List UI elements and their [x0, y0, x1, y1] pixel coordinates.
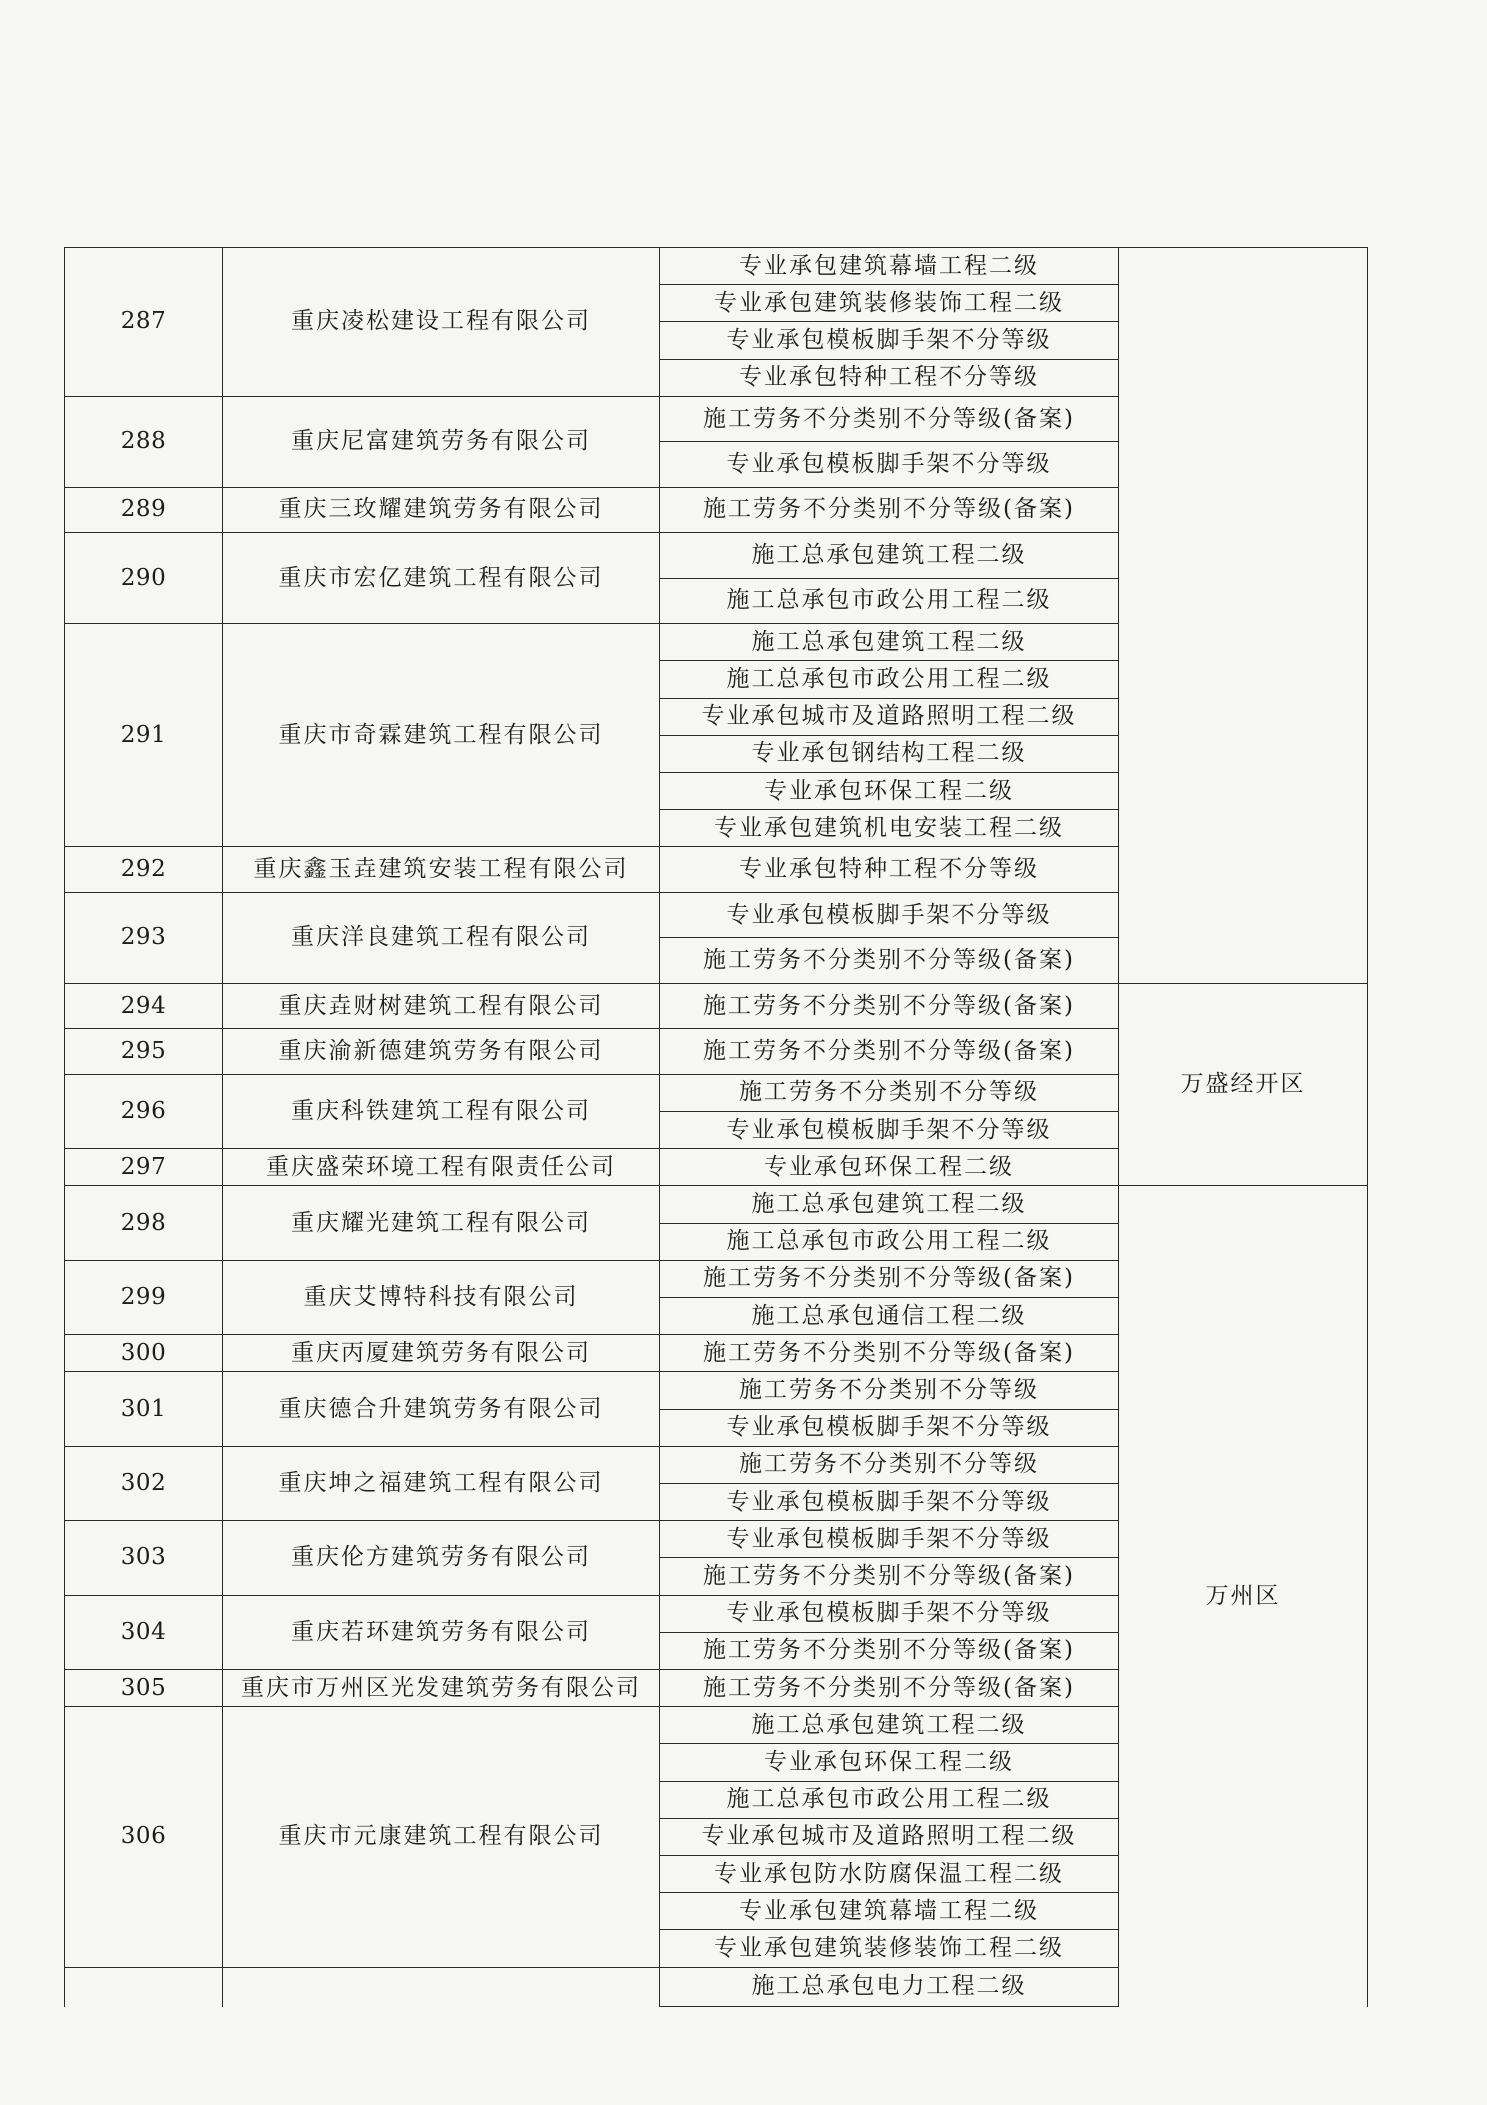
qualification-cell: 施工劳务不分类别不分等级(备案)	[660, 1335, 1119, 1372]
qualification-cell: 专业承包建筑装修装饰工程二级	[660, 1930, 1119, 1967]
company-name-cell: 重庆若环建筑劳务有限公司	[223, 1595, 660, 1669]
table-body	[65, 248, 1368, 2007]
qualification-cell: 施工总承包市政公用工程二级	[660, 578, 1119, 623]
serial-number-cell: 293	[65, 892, 223, 983]
qualification-cell: 施工总承包市政公用工程二级	[660, 1781, 1119, 1818]
qualification-cell: 专业承包模板脚手架不分等级	[660, 322, 1119, 359]
company-name-cell: 重庆市万州区光发建筑劳务有限公司	[223, 1669, 660, 1706]
serial-number-cell: 288	[65, 396, 223, 487]
qualification-cell: 专业承包建筑装修装饰工程二级	[660, 285, 1119, 322]
serial-number-cell: 296	[65, 1074, 223, 1148]
serial-number-cell: 300	[65, 1335, 223, 1372]
company-name-cell: 重庆坤之福建筑工程有限公司	[223, 1446, 660, 1520]
company-name-cell: 重庆尼富建筑劳务有限公司	[223, 396, 660, 487]
qualification-cell: 专业承包模板脚手架不分等级	[660, 1409, 1119, 1446]
company-name-cell: 重庆市元康建筑工程有限公司	[223, 1707, 660, 1967]
qualification-cell: 专业承包模板脚手架不分等级	[660, 892, 1119, 937]
qualification-cell: 专业承包防水防腐保温工程二级	[660, 1855, 1119, 1892]
qualification-cell: 施工劳务不分类别不分等级(备案)	[660, 938, 1119, 983]
qualification-cell: 施工劳务不分类别不分等级(备案)	[660, 1260, 1119, 1297]
qualification-cell: 施工劳务不分类别不分等级(备案)	[660, 487, 1119, 532]
company-name-cell	[223, 1967, 660, 2006]
qualification-cell: 专业承包模板脚手架不分等级	[660, 442, 1119, 487]
serial-number-cell	[65, 1967, 223, 2006]
qualification-cell: 施工总承包通信工程二级	[660, 1297, 1119, 1334]
table-row	[65, 1186, 1368, 1223]
serial-number-cell: 287	[65, 248, 223, 397]
company-name-cell: 重庆丙厦建筑劳务有限公司	[223, 1335, 660, 1372]
enterprise-qualification-table	[64, 247, 1368, 2007]
qualification-cell: 施工劳务不分类别不分等级	[660, 1372, 1119, 1409]
qualification-cell: 专业承包模板脚手架不分等级	[660, 1521, 1119, 1558]
serial-number-cell: 292	[65, 847, 223, 892]
company-name-cell: 重庆盛荣环境工程有限责任公司	[223, 1149, 660, 1186]
district-cell: 万盛经开区	[1119, 983, 1368, 1186]
qualification-cell: 施工总承包市政公用工程二级	[660, 661, 1119, 698]
qualification-cell: 专业承包环保工程二级	[660, 1149, 1119, 1186]
company-name-cell: 重庆凌松建设工程有限公司	[223, 248, 660, 397]
company-name-cell: 重庆洋良建筑工程有限公司	[223, 892, 660, 983]
serial-number-cell: 302	[65, 1446, 223, 1520]
company-name-cell: 重庆渝新德建筑劳务有限公司	[223, 1029, 660, 1074]
company-name-cell: 重庆艾博特科技有限公司	[223, 1260, 660, 1334]
qualification-cell: 施工劳务不分类别不分等级(备案)	[660, 396, 1119, 441]
qualification-cell: 专业承包模板脚手架不分等级	[660, 1595, 1119, 1632]
qualification-cell: 专业承包特种工程不分等级	[660, 847, 1119, 892]
qualification-cell: 施工总承包电力工程二级	[660, 1967, 1119, 2006]
serial-number-cell: 297	[65, 1149, 223, 1186]
serial-number-cell: 299	[65, 1260, 223, 1334]
company-name-cell: 重庆市宏亿建筑工程有限公司	[223, 533, 660, 624]
qualification-cell: 施工劳务不分类别不分等级(备案)	[660, 983, 1119, 1028]
qualification-cell: 施工总承包建筑工程二级	[660, 624, 1119, 661]
qualification-cell: 施工总承包建筑工程二级	[660, 1186, 1119, 1223]
serial-number-cell: 294	[65, 983, 223, 1028]
qualification-cell: 专业承包钢结构工程二级	[660, 735, 1119, 772]
qualification-cell: 施工总承包建筑工程二级	[660, 533, 1119, 578]
serial-number-cell: 291	[65, 624, 223, 847]
serial-number-cell: 301	[65, 1372, 223, 1446]
table-row	[65, 248, 1368, 285]
company-name-cell: 重庆伦方建筑劳务有限公司	[223, 1521, 660, 1595]
serial-number-cell: 303	[65, 1521, 223, 1595]
qualification-cell: 专业承包环保工程二级	[660, 1744, 1119, 1781]
serial-number-cell: 289	[65, 487, 223, 532]
serial-number-cell: 295	[65, 1029, 223, 1074]
qualification-cell: 施工总承包市政公用工程二级	[660, 1223, 1119, 1260]
qualification-cell: 施工劳务不分类别不分等级(备案)	[660, 1669, 1119, 1706]
qualification-cell: 施工劳务不分类别不分等级(备案)	[660, 1029, 1119, 1074]
serial-number-cell: 306	[65, 1707, 223, 1967]
district-cell: 万州区	[1119, 1186, 1368, 2007]
qualification-cell: 施工总承包建筑工程二级	[660, 1707, 1119, 1744]
qualification-cell: 施工劳务不分类别不分等级	[660, 1074, 1119, 1111]
company-name-cell: 重庆市奇霖建筑工程有限公司	[223, 624, 660, 847]
qualification-cell: 施工劳务不分类别不分等级(备案)	[660, 1632, 1119, 1669]
qualification-cell: 专业承包模板脚手架不分等级	[660, 1483, 1119, 1520]
serial-number-cell: 304	[65, 1595, 223, 1669]
company-name-cell: 重庆耀光建筑工程有限公司	[223, 1186, 660, 1260]
company-name-cell: 重庆垚财树建筑工程有限公司	[223, 983, 660, 1028]
qualification-cell: 施工劳务不分类别不分等级(备案)	[660, 1558, 1119, 1595]
qualification-cell: 专业承包建筑幕墙工程二级	[660, 248, 1119, 285]
qualification-cell: 施工劳务不分类别不分等级	[660, 1446, 1119, 1483]
qualification-cell: 专业承包环保工程二级	[660, 772, 1119, 809]
qualification-cell: 专业承包建筑机电安装工程二级	[660, 810, 1119, 847]
qualification-cell: 专业承包模板脚手架不分等级	[660, 1111, 1119, 1148]
company-name-cell: 重庆德合升建筑劳务有限公司	[223, 1372, 660, 1446]
qualification-cell: 专业承包城市及道路照明工程二级	[660, 698, 1119, 735]
qualification-cell: 专业承包建筑幕墙工程二级	[660, 1893, 1119, 1930]
company-name-cell: 重庆鑫玉垚建筑安装工程有限公司	[223, 847, 660, 892]
company-name-cell: 重庆三玫耀建筑劳务有限公司	[223, 487, 660, 532]
table-row	[65, 983, 1368, 1028]
serial-number-cell: 290	[65, 533, 223, 624]
serial-number-cell: 298	[65, 1186, 223, 1260]
qualification-cell: 专业承包城市及道路照明工程二级	[660, 1818, 1119, 1855]
district-cell	[1119, 248, 1368, 984]
qualification-cell: 专业承包特种工程不分等级	[660, 359, 1119, 396]
serial-number-cell: 305	[65, 1669, 223, 1706]
company-name-cell: 重庆科铁建筑工程有限公司	[223, 1074, 660, 1148]
